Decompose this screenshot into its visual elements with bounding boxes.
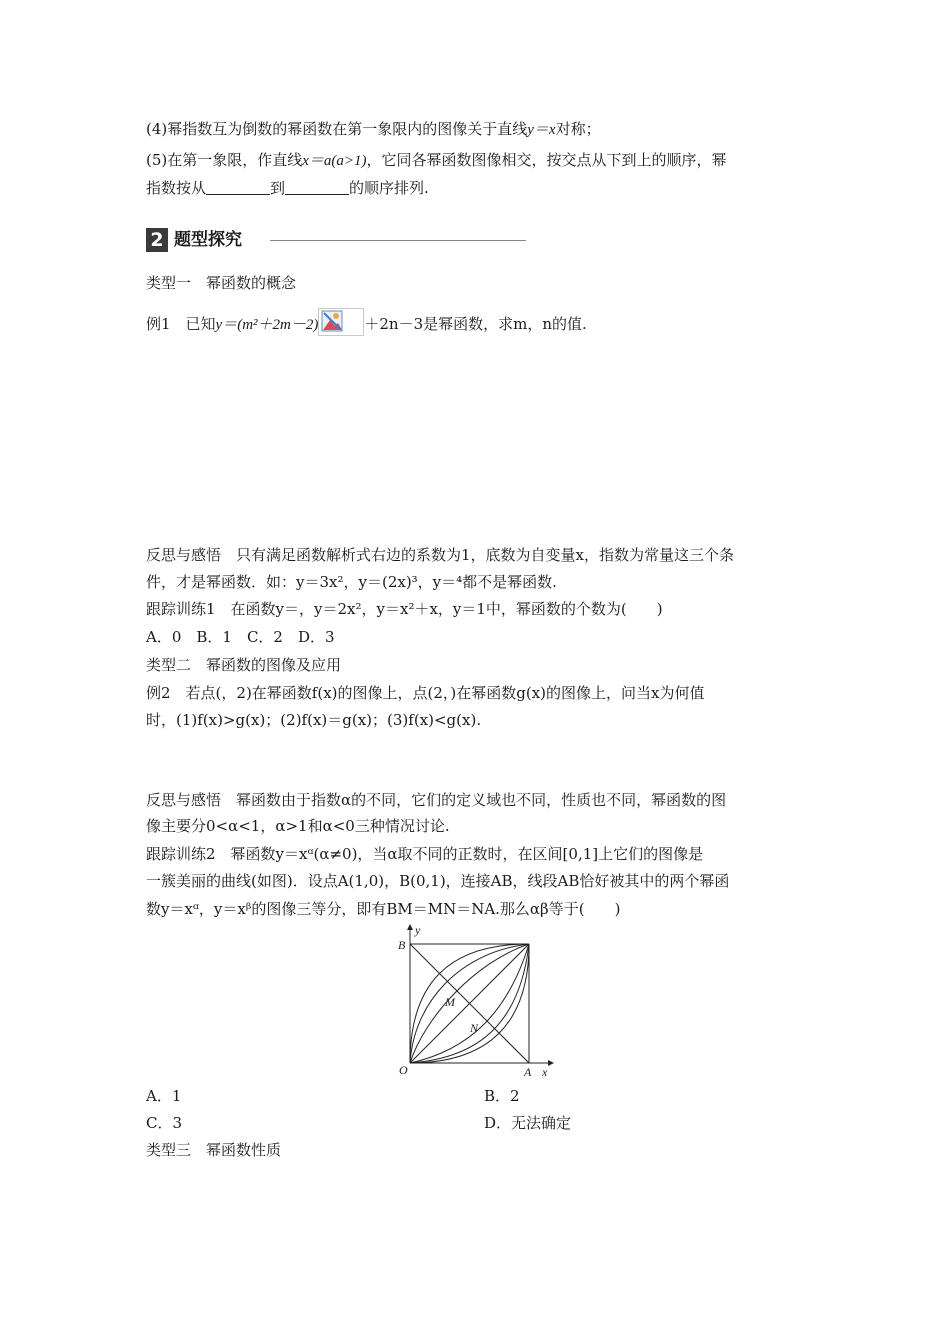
reflection-2-line-1: 反思与感悟 幂函数由于指数α的不同，它们的定义域也不同，性质也不同，幂函数的图 xyxy=(146,791,727,809)
reflection-1-line-2: 件，才是幂函数．如：y＝3x²，y＝(2x)³，y＝⁴都不是幂函数. xyxy=(146,573,557,591)
section-title: 题型探究 xyxy=(174,230,242,250)
label-b: B xyxy=(398,938,406,952)
label-a: A xyxy=(524,1065,532,1078)
answer-blank-1[interactable] xyxy=(206,180,270,195)
property-5-text-b: ，它同各幂函数图像相交，按交点从下到上的顺序，幂 xyxy=(366,151,727,169)
property-4-equation: y＝x xyxy=(527,122,556,138)
section-rule xyxy=(270,240,526,241)
example-1-tail: ＋2n－3是幂函数，求m，n的值. xyxy=(364,315,587,333)
property-5-text-d: 到 xyxy=(270,179,286,197)
example-1-label: 例1 已知 xyxy=(146,315,216,333)
property-5-cont xyxy=(146,178,429,198)
property-5 xyxy=(146,150,727,171)
example-1-expression: y＝(m²＋2m－2) xyxy=(215,317,319,333)
track-2-line-3: 数y＝xᵅ，y＝xᵝ的图像三等分，即有BM＝MN＝NA.那么αβ等于( ) xyxy=(146,900,621,918)
property-5-text-e: 的顺序排列. xyxy=(349,179,429,197)
property-5-text-c: 指数按从 xyxy=(146,179,207,197)
answer-blank-2[interactable] xyxy=(285,180,349,195)
section-heading xyxy=(146,228,526,252)
track-2-line-2: 一簇美丽的曲线(如图)．设点A(1,0)，B(0,1)，连接AB，线段AB恰好被其中的两个幂函 xyxy=(146,872,730,890)
label-y: y xyxy=(415,923,421,937)
reflection-1-line-1: 反思与感悟 只有满足函数解析式右边的系数为1，底数为自变量x，指数为常量这三个条 xyxy=(146,546,735,564)
track-2-line-1: 跟踪训练2 幂函数y＝xᵅ(α≠0)，当α取不同的正数时，在区间[0,1]上它们的图像是 xyxy=(146,845,704,863)
choice-a[interactable]: A．1 xyxy=(146,1087,182,1105)
choice-b[interactable]: B．2 xyxy=(484,1087,520,1105)
label-n: N xyxy=(470,1021,479,1035)
type2-heading: 类型二 幂函数的图像及应用 xyxy=(146,656,342,674)
label-m: M xyxy=(445,995,455,1009)
label-x: x xyxy=(542,1065,548,1078)
label-o: O xyxy=(399,1063,408,1077)
reflection-2-line-2: 像主要分0<α<1，α>1和α<0三种情况讨论. xyxy=(146,817,450,835)
type1-heading: 类型一 幂函数的概念 xyxy=(146,274,297,292)
broken-image-icon xyxy=(318,308,364,336)
property-4-text: (4)幂指数互为倒数的幂函数在第一象限内的图像关于直线 xyxy=(146,120,528,138)
section-number: 2 xyxy=(146,228,168,252)
example-2-line-1: 例2 若点(，2)在幂函数f(x)的图像上，点(2，)在幂函数g(x)的图像上，问当x为何值 xyxy=(146,684,705,702)
track-1-options: A．0 B．1 C．2 D．3 xyxy=(146,628,335,646)
property-4 xyxy=(146,119,601,140)
choice-c[interactable]: C．3 xyxy=(146,1114,183,1132)
type3-heading: 类型三 幂函数性质 xyxy=(146,1141,282,1159)
example-2-line-2: 时，(1)f(x)>g(x)；(2)f(x)＝g(x)；(3)f(x)<g(x). xyxy=(146,711,482,729)
power-function-figure xyxy=(390,922,560,1078)
property-5-equation: x＝a(a>1) xyxy=(302,153,367,169)
property-5-text: (5)在第一象限，作直线 xyxy=(146,151,303,169)
example-1 xyxy=(146,308,587,336)
choice-d[interactable]: D．无法确定 xyxy=(484,1114,572,1132)
property-4-tail: 对称； xyxy=(555,120,601,138)
track-1-question: 跟踪训练1 在函数y＝，y＝2x²，y＝x²＋x，y＝1中，幂函数的个数为( ) xyxy=(146,600,663,618)
